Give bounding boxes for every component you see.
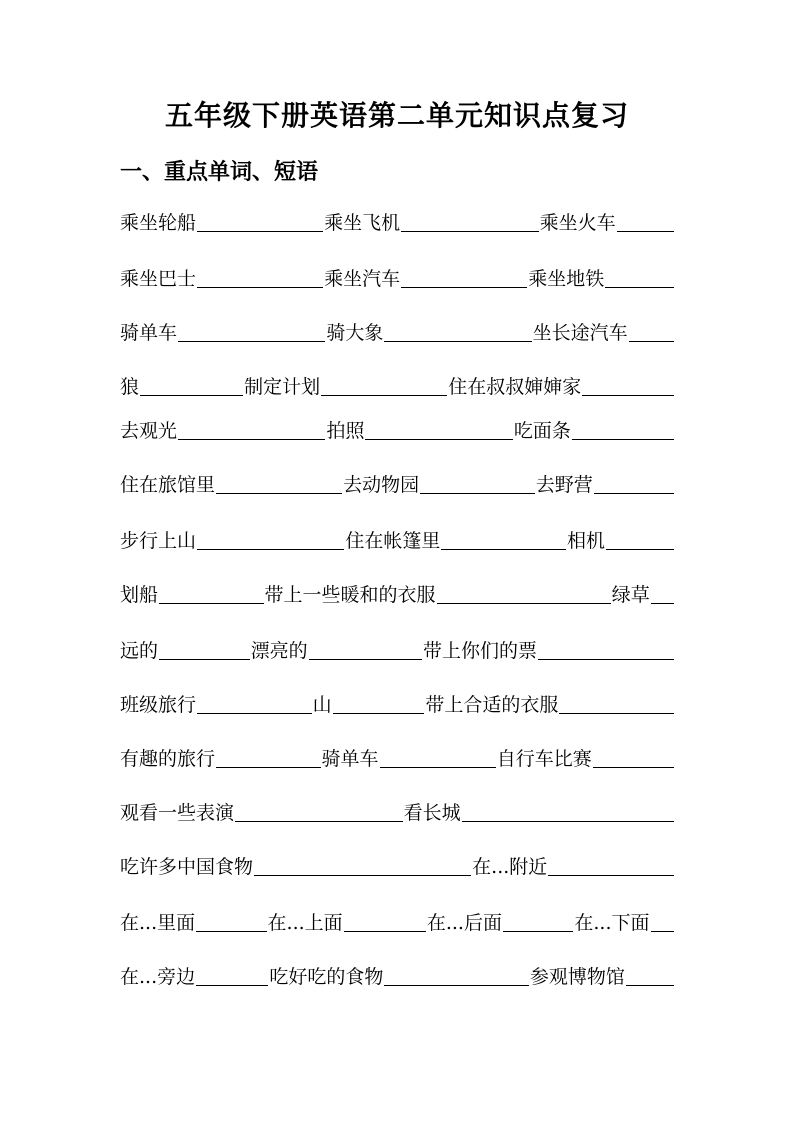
- vocab-term: 去观光: [120, 420, 178, 442]
- answer-blank[interactable]: [159, 597, 264, 604]
- answer-blank[interactable]: [321, 389, 447, 396]
- vocab-term: 划船: [120, 584, 159, 606]
- vocab-term: 狼: [120, 376, 140, 398]
- answer-blank[interactable]: [216, 761, 321, 768]
- vocab-term: 住在帐篷里: [345, 530, 441, 552]
- vocab-term: 步行上山: [120, 530, 197, 552]
- answer-blank[interactable]: [626, 979, 674, 986]
- vocab-term: 坐长途汽车: [532, 322, 628, 344]
- answer-blank[interactable]: [384, 335, 531, 342]
- answer-blank[interactable]: [197, 707, 312, 714]
- answer-blank[interactable]: [235, 815, 403, 822]
- answer-blank[interactable]: [197, 281, 323, 288]
- vocab-term: 班级旅行: [120, 694, 197, 716]
- vocab-term: 住在旅馆里: [120, 474, 216, 496]
- vocab-term: 在...上面: [267, 912, 343, 934]
- vocab-term: 拍照: [326, 420, 365, 442]
- vocab-row: [120, 316, 675, 346]
- answer-blank[interactable]: [559, 707, 674, 714]
- answer-blank[interactable]: [380, 761, 496, 768]
- answer-blank[interactable]: [606, 543, 674, 550]
- answer-blank[interactable]: [441, 543, 566, 550]
- answer-blank[interactable]: [309, 653, 422, 660]
- answer-blank[interactable]: [538, 653, 674, 660]
- answer-blank[interactable]: [196, 925, 266, 932]
- vocab-term: 带上合适的衣服: [425, 694, 559, 716]
- answer-blank[interactable]: [401, 281, 527, 288]
- answer-blank[interactable]: [593, 761, 674, 768]
- vocab-row: [120, 796, 675, 826]
- vocab-row: [120, 524, 675, 554]
- vocab-term: 远的: [120, 640, 159, 662]
- answer-blank[interactable]: [197, 225, 323, 232]
- vocab-row: [120, 742, 675, 772]
- vocab-term: 乘坐火车: [539, 212, 616, 234]
- vocab-row: [120, 634, 675, 664]
- vocab-term: 看长城: [403, 802, 461, 824]
- vocab-row: [120, 850, 675, 880]
- vocab-term: 绿草: [611, 584, 650, 606]
- answer-blank[interactable]: [651, 597, 674, 604]
- vocab-term: 观看一些表演: [120, 802, 235, 824]
- vocab-term: 相机: [567, 530, 606, 552]
- vocab-term: 吃好吃的食物: [269, 966, 384, 988]
- vocab-term: 带上你们的票: [423, 640, 538, 662]
- vocab-row: [120, 960, 675, 990]
- vocab-row: [120, 688, 675, 718]
- answer-blank[interactable]: [159, 653, 250, 660]
- page-title: 五年级下册英语第二单元知识点复习: [164, 99, 629, 132]
- answer-blank[interactable]: [605, 281, 674, 288]
- vocab-term: 漂亮的: [250, 640, 308, 662]
- answer-blank[interactable]: [197, 543, 344, 550]
- answer-blank[interactable]: [384, 979, 528, 986]
- vocab-term: 骑单车: [120, 322, 178, 344]
- vocab-term: 去野营: [535, 474, 593, 496]
- vocab-term: 在...里面: [120, 912, 196, 934]
- answer-blank[interactable]: [216, 487, 342, 494]
- vocab-term: 去动物园: [343, 474, 420, 496]
- vocab-row: [120, 414, 675, 444]
- answer-blank[interactable]: [617, 225, 674, 232]
- answer-blank[interactable]: [629, 335, 674, 342]
- vocab-row: [120, 906, 675, 936]
- vocab-term: 乘坐汽车: [324, 268, 401, 290]
- answer-blank[interactable]: [333, 707, 425, 714]
- vocab-term: 在...后面: [426, 912, 502, 934]
- answer-blank[interactable]: [178, 433, 325, 440]
- vocab-term: 乘坐轮船: [120, 212, 197, 234]
- vocab-row: [120, 578, 675, 608]
- vocab-term: 在...下面: [574, 912, 650, 934]
- vocab-term: 在...旁边: [120, 966, 196, 988]
- vocab-term: 乘坐地铁: [528, 268, 605, 290]
- vocab-term: 吃许多中国食物: [120, 856, 254, 878]
- answer-blank[interactable]: [420, 487, 535, 494]
- vocab-term: 住在叔叔婶婶家: [448, 376, 582, 398]
- answer-blank[interactable]: [140, 389, 243, 396]
- answer-blank[interactable]: [651, 925, 674, 932]
- answer-blank[interactable]: [582, 389, 674, 396]
- answer-blank[interactable]: [437, 597, 611, 604]
- vocab-term: 带上一些暖和的衣服: [264, 584, 436, 606]
- answer-blank[interactable]: [572, 433, 674, 440]
- vocab-term: 吃面条: [513, 420, 571, 442]
- answer-blank[interactable]: [344, 925, 426, 932]
- vocab-row: [120, 262, 675, 292]
- answer-blank[interactable]: [365, 433, 512, 440]
- answer-blank[interactable]: [503, 925, 573, 932]
- vocab-term: 自行车比赛: [496, 748, 592, 770]
- vocab-row: [120, 468, 675, 498]
- section-heading: 一、重点单词、短语: [120, 159, 319, 185]
- vocab-term: 乘坐巴士: [120, 268, 197, 290]
- vocab-term: 制定计划: [244, 376, 321, 398]
- answer-blank[interactable]: [594, 487, 674, 494]
- vocab-term: 在...附近: [472, 856, 548, 878]
- vocab-term: 骑大象: [326, 322, 384, 344]
- vocab-row: [120, 206, 675, 236]
- answer-blank[interactable]: [401, 225, 539, 232]
- vocab-term: 山: [312, 694, 332, 716]
- answer-blank[interactable]: [548, 869, 674, 876]
- answer-blank[interactable]: [254, 869, 471, 876]
- answer-blank[interactable]: [178, 335, 325, 342]
- vocab-term: 有趣的旅行: [120, 748, 216, 770]
- answer-blank[interactable]: [196, 979, 268, 986]
- vocab-term: 骑单车: [321, 748, 379, 770]
- answer-blank[interactable]: [462, 815, 674, 822]
- vocab-row: [120, 370, 675, 400]
- vocab-term: 乘坐飞机: [324, 212, 401, 234]
- vocab-term: 参观博物馆: [529, 966, 625, 988]
